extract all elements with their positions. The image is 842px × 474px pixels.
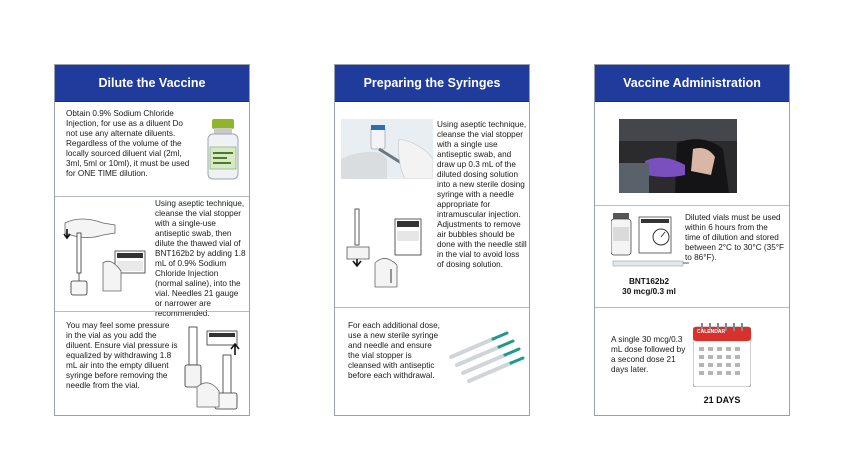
days-caption: 21 DAYS [703,395,741,405]
syringes-card [334,64,530,416]
storage-text: Diluted vials must be used within 6 hours from the time of dilution and stored between 2°C to 30°C (35°F to 86°F). [685,213,785,262]
dilute-step-3-text: You may feel some pressure in the vial as you add the diluent. Ensure vial pressure is equalized by withdrawing 1.8 mL air into the empty diluent syringe before removing the needle from the vial. [66,321,178,390]
vaccine-dose-caption [601,277,697,297]
card-title: Vaccine Administration [595,65,789,102]
card-title: Preparing the Syringes [335,65,529,102]
dilute-step-1-text: Obtain 0.9% Sodium Chloride Injection, for use as a diluent Do not use any alternate diluents. Regardless of the volume of the locally sourced diluent vial (2ml, 3ml, 5ml or 10ml), it must be used for ONE TIME dilution. [66,109,190,178]
calendar-header-label: CALENDAR [697,329,726,335]
dilute-step-2-text: Using aseptic technique, cleanse the vial stopper with a single-use antiseptic swab, then dilute the thawed vial of BNT162b2 by adding 1.8 mL of 0.9% Sodium Chloride Injection (normal saline), into the vial. Needles 21 gauge or narrower are recommended. [155,199,246,318]
dosing-schedule-text: A single 30 mcg/0.3 mL dose followed by a second dose 21 days later. [611,335,686,374]
calendar-icon [693,321,751,387]
syringe-draw-illustration [341,203,431,289]
card-title: Dilute the Vaccine [55,65,249,102]
syringe-step-2-text: For each additional dose, use a new sterile syringe and needle and ensure the vial stopper is cleansed with antiseptic before each withdrawal. [348,321,440,380]
vial-dose-illustration [611,213,689,273]
syringe-vial-photo [341,119,433,179]
syringe-step-1-text: Using aseptic technique, cleanse the vial stopper with a single use antiseptic swab, and draw up 0.3 mL of the diluted dosing solution into a new sterile dosing syringe with a needle appropriate for intramuscular injection. Adjustments to remove air bubbles should be done with the needle still in the vial to avoid loss of dosing solution. [437,120,527,269]
dilution-hands-illustration [63,211,149,297]
administration-card [594,64,790,416]
dilute-card [54,64,250,416]
injection-photo [619,119,737,193]
saline-vial-image [203,113,243,183]
dose-amount: 30 mcg/0.3 ml [622,287,676,296]
vaccine-name: BNT162b2 [628,277,670,286]
syringes-row-image [445,327,525,387]
equalize-pressure-illustration [179,315,247,411]
